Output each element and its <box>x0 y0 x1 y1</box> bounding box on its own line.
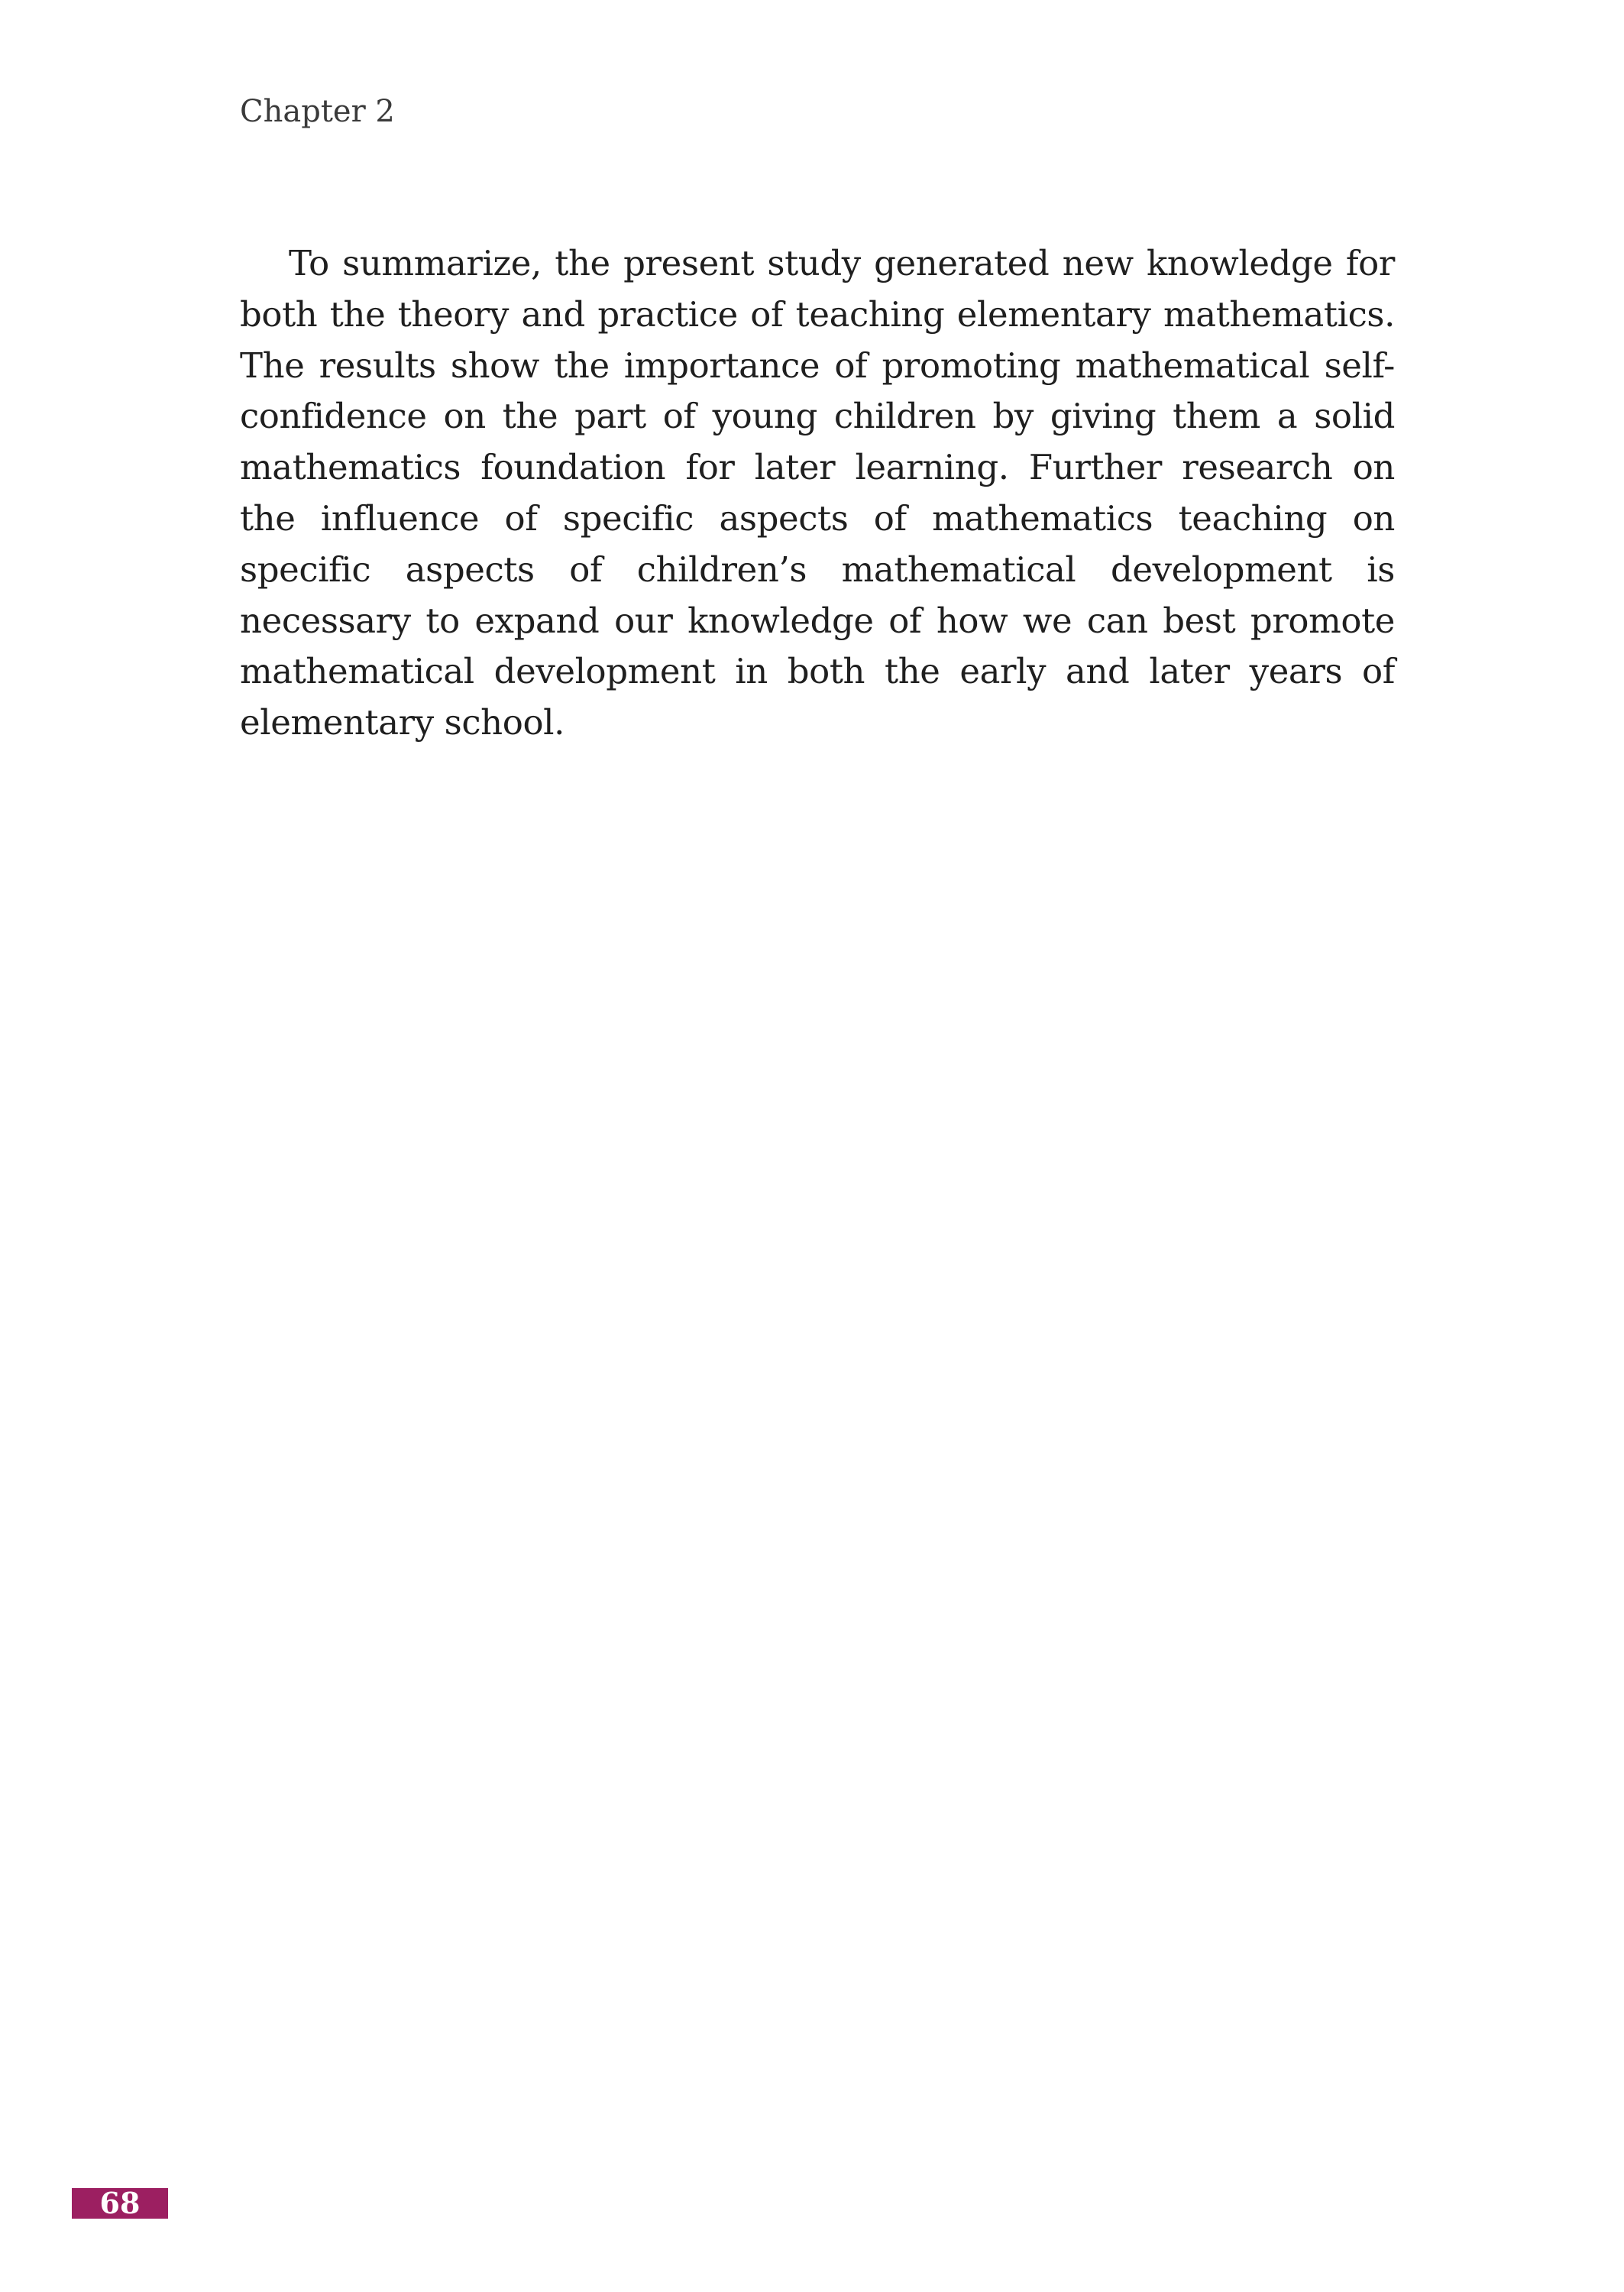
summary-paragraph: To summarize, the present study generated new knowledge for both the theory and practice of teaching elementary mathematics. The results show the importance of promoting mathematical self-confidence on the part of young children by giving them a solid mathematics foundation for later learning. Further research on the influence of specific aspects of mathematics teaching on specific aspects of children’s mathematical development is necessary to expand our knowledge of how we can best promote mathematical development in both the early and later years of elementary school. <box>240 243 1395 743</box>
page-number-badge: 68 <box>72 2188 168 2219</box>
running-header: Chapter 2 <box>240 94 395 129</box>
